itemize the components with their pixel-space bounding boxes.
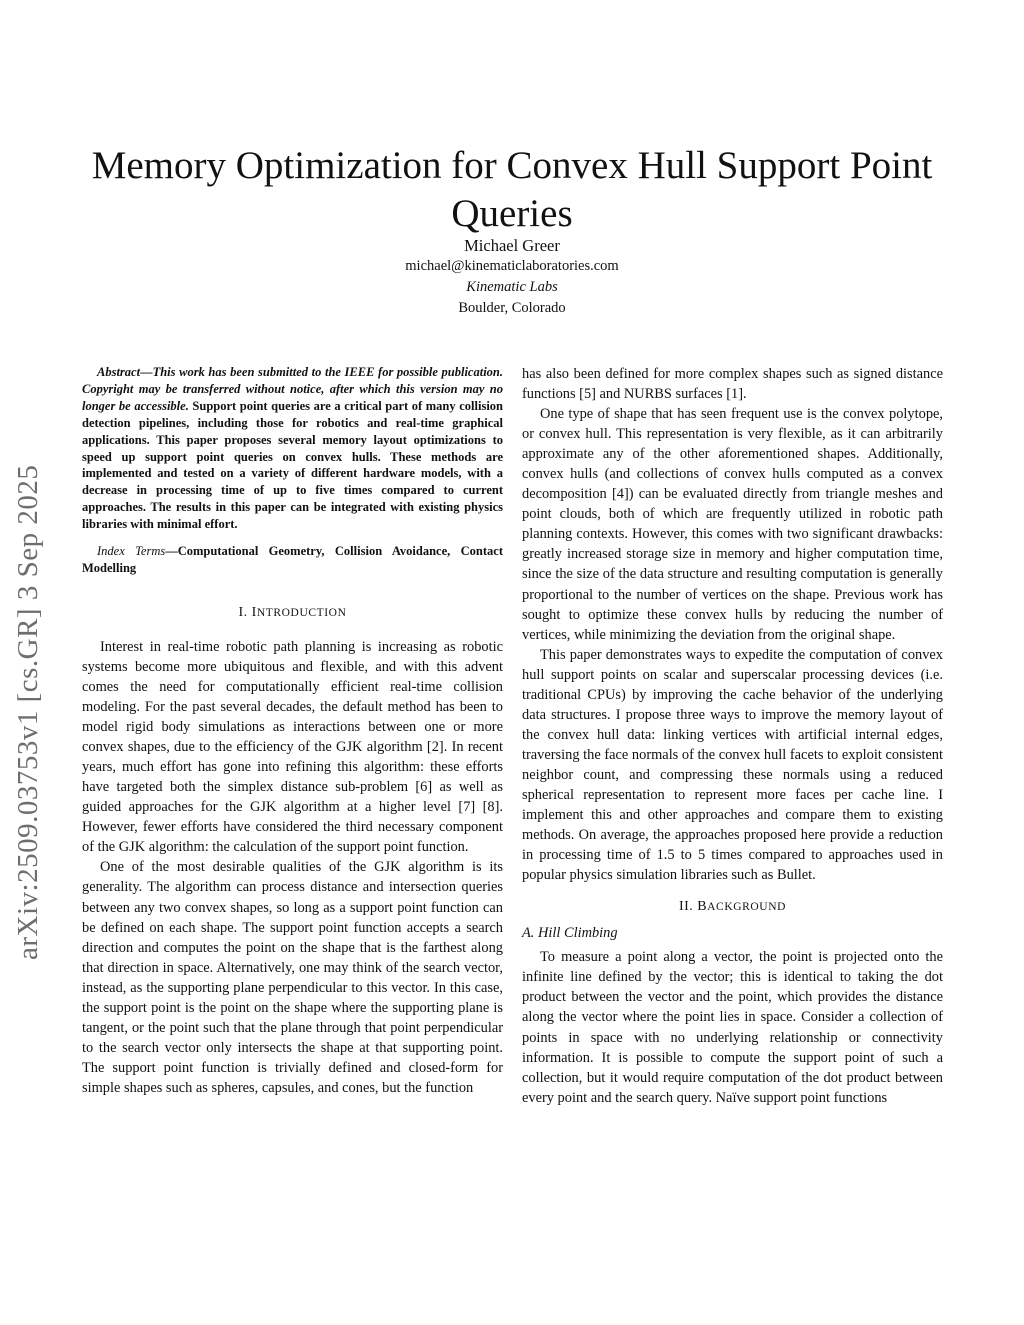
arxiv-margin-stamp: arXiv:2509.03753v1 [cs.GR] 3 Sep 2025 [12, 464, 44, 960]
paragraph: This paper demonstrates ways to expedite the computation of convex hull support points on scalar and superscalar processing devices (i.e. traditional CPUs) by improving the cache behavior of the underlying data structures. I propose three ways to improve the memory layout of the convex hull data: linking vertices with artificial internal edges, traversing the face normals of the convex hull facets to exploit consistent neighbor count, and compressing these normals using a reduced spherical representation to represent more faces per cache line. I implement this and other approaches and compare them to existing methods. On average, the approaches proposed here provide a reduction in processing time of 1.5 to 5 times compared to approaches used in popular physics simulation libraries such as Bullet. [522, 646, 943, 884]
abstract-notice: —This work has been submitted to the IEEE for possible publication. Copyright may be transferred without notice, after which this version may no longer be accessible. [82, 365, 503, 413]
author-name: Michael Greer [464, 236, 560, 255]
abstract-text: Support point queries are a critical part of many collision detection pipelines, including those for robotics and real-time graphical applications. This paper proposes several memory layout optimizations to speed up support point queries on convex hulls. These methods are implemented and tested on a variety of different hardware models, with a decrease in processing time of up to five times compared to current approaches. The results in this paper can be integrated with existing physics libraries with minimal effort. [82, 398, 503, 532]
section-title-initial: I [251, 604, 257, 620]
section-number: II. [678, 899, 698, 915]
paragraph: One type of shape that has seen frequent use is the convex polytope, or convex hull. This representation is very flexible, as it can arbitrarily approximate any of the other aforementioned shapes. Additionally, convex hulls (and collections of convex hulls computed as a convex decomposition [4]) can be evaluated directly from triangle meshes and point clouds, both of which are frequently utilized in robotic path planning contexts. However, this comes with two significant drawbacks: greatly increased storage size in memory and higher computation time, since the size of the data structure and resulting computation is generally proportional to the number of vertices on the shape. Previous work has sought to optimize these convex hulls by reducing the number of vertices, while minimizing the deviation from the original shape. [522, 406, 943, 643]
paragraph: Interest in real-time robotic path planning is increasing as robotic systems become more ubiquitous and flexible, and with this advent comes the need for computationally efficient real-time collision modeling. For the past several decades, the default method has been to model rigid body simulations as interactions between one or more convex shapes, due to the efficiency of the GJK algorithm [2]. In recent years, much effort has gone into refining this algorithm: these efforts have targeted both the simplex distance sub-problem [6] as well as guided approaches for the GJK algorithm at a higher level [7] [8]. However, fewer efforts have considered the third necessary component of the GJK algorithm: the calculation of the support point function. [82, 638, 503, 856]
author-affiliation: Kinematic Labs [466, 279, 558, 295]
paper-title: Memory Optimization for Convex Hull Support Point Queries [91, 144, 933, 236]
subsection-heading-hill-climbing: A. Hill Climbing [522, 925, 618, 942]
paragraph: One of the most desirable qualities of the GJK algorithm is its generality. The algorithm can process distance and intersection queries between any two convex shapes, so long as a support point function can be defined on each shape. The support point function accepts a search direction and computes the point on the shape that is the farthest along that direction in space. Alternatively, one may think of the search vector, instead, as the supporting plane perpendicular to this vector. In this case, the support point is the point on the shape where the supporting plane is tangent, or the point such that the plane through that point perpendicular to the search vector only intersects the shape at that supporting point. The support point function is trivially defined and closed-form for simple shapes such as spheres, capsules, and cones, but the function [82, 859, 503, 1096]
abstract [82, 364, 503, 533]
right-column [522, 364, 943, 1108]
index-terms-label: Index Terms [97, 544, 166, 559]
section-heading-introduction [82, 603, 503, 623]
section-title-rest: NTRODUCTION [256, 606, 347, 619]
section-title-initial: B [697, 899, 708, 915]
index-terms-text: —Computational Geometry, Collision Avoidance, Contact Modelling [82, 544, 503, 575]
author-email: michael@kinematiclaboratories.com [405, 258, 619, 274]
section-heading-background [522, 897, 943, 917]
paragraph: To measure a point along a vector, the point is projected onto the infinite line defined by the vector; this is identical to taking the dot product between the vector and the point, which provides the distance along the vector where the point lies in space. Consider a collection of points in space with no underlying relationship or connectivity information. It is possible to compute the support point of such a collection, but it would require computation of the dot product between every point and the search query. Naïve support point functions [522, 949, 943, 1106]
paragraph-continuation: has also been defined for more complex shapes such as signed distance functions [5] and NURBS surfaces [1]. [522, 366, 943, 403]
abstract-label: Abstract [97, 365, 141, 379]
author-block [312, 236, 712, 319]
index-terms [82, 543, 503, 577]
section-title-rest: ACKGROUND [707, 901, 787, 914]
section-number: I. [238, 604, 252, 620]
author-location: Boulder, Colorado [458, 300, 566, 316]
left-column [82, 364, 503, 1098]
